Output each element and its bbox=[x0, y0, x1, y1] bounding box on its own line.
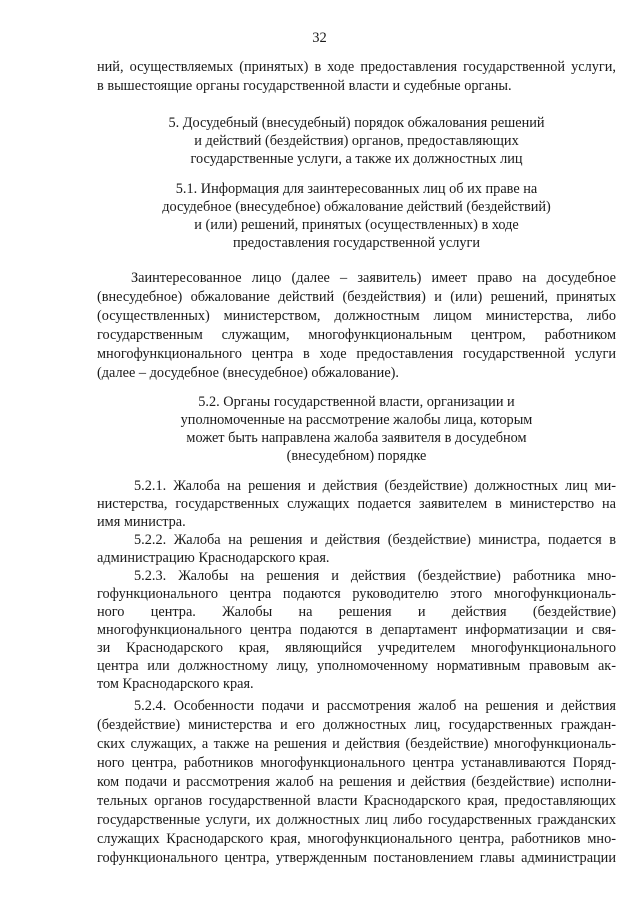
para-5-1-line-3: (осуществленных) министерством, должностным лицом министерства, либо bbox=[97, 308, 616, 324]
para-5-1-line-1: Заинтересованное лицо (далее – заявитель) имеет право на досудебное bbox=[131, 270, 616, 286]
section-5-heading-line-3: государственные услуги, а также их должностных лиц bbox=[190, 151, 523, 167]
section-5-2-heading-line-4: (внесудебном) порядке bbox=[286, 448, 427, 464]
para-5-2-1-line-1: 5.2.1. Жалоба на решения и действия (бездействие) должностных лиц ми- bbox=[134, 478, 616, 494]
para-5-2-2-line-2: администрацию Краснодарского края. bbox=[97, 550, 330, 566]
section-5-1-heading-line-3: и (или) решений, принятых (осуществленных) в ходе bbox=[194, 217, 519, 233]
para-5-2-3-line-4: многофункционального центра подаются в департамент информатизации и свя- bbox=[97, 622, 616, 638]
section-5-2-heading-line-3: может быть направлена жалоба заявителя в досудебном bbox=[186, 430, 527, 446]
para-5-1-line-5: многофункционального центра в ходе предоставления государственной услуги bbox=[97, 346, 616, 362]
para-5-2-3-line-1: 5.2.3. Жалобы на решения и действия (бездействие) работника мно- bbox=[134, 568, 616, 584]
section-5-heading-line-2: и действий (бездействия) органов, предоставляющих bbox=[194, 133, 519, 149]
para-5-2-4-line-3: ских служащих, а также на решения и действия (бездействие) многофункциональ- bbox=[97, 736, 616, 752]
para-5-2-1-line-3: имя министра. bbox=[97, 514, 186, 530]
section-5-1-heading-line-1: 5.1. Информация для заинтересованных лиц об их праве на bbox=[175, 181, 538, 197]
para-5-2-3-line-7: том Краснодарского края. bbox=[97, 676, 254, 692]
para-5-2-4-line-7: государственные услуги, их должностных лиц либо государственных гражданских bbox=[97, 812, 616, 828]
para-5-2-4-line-5: ком подачи и рассмотрения жалоб на решения и действия (бездействие) исполни- bbox=[97, 774, 616, 790]
intro-line-2: в вышестоящие органы государственной власти и судебные органы. bbox=[97, 78, 512, 94]
section-5-2-heading-line-2: уполномоченные на рассмотрение жалобы лица, которым bbox=[180, 412, 533, 428]
para-5-2-3-line-2: гофункционального центра подаются руководителю этого многофункциональ- bbox=[97, 586, 616, 602]
para-5-2-3-line-3: ного центра. Жалобы на решения и действия (бездействие) bbox=[97, 604, 616, 620]
para-5-1-line-2: (внесудебное) обжалование действий (бездействия) и (или) решений, принятых bbox=[97, 289, 616, 305]
para-5-2-2-line-1: 5.2.2. Жалоба на решения и действия (бездействие) министра, подается в bbox=[134, 532, 616, 548]
para-5-1-line-4: государственным служащим, многофункциональным центром, работником bbox=[97, 327, 616, 343]
para-5-2-3-line-6: центра или должностному лицу, уполномоченному нормативным правовым ак- bbox=[97, 658, 616, 674]
section-5-1-heading-line-4: предоставления государственной услуги bbox=[232, 235, 481, 251]
para-5-2-4-line-6: тельных органов государственной власти Краснодарского края, предоставляющих bbox=[97, 793, 616, 809]
section-5-1-heading-line-2: досудебное (внесудебное) обжалование действий (бездействий) bbox=[162, 199, 551, 215]
section-5-heading-line-1: 5. Досудебный (внесудебный) порядок обжалования решений bbox=[168, 115, 545, 131]
intro-line-1: ний, осуществляемых (принятых) в ходе предоставления государственной услуги, bbox=[97, 59, 616, 75]
para-5-2-4-line-4: ного центра, работников многофункционального центра устанавливаются Поряд- bbox=[97, 755, 616, 771]
para-5-2-4-line-9: гофункционального центра, утвержденным постановлением главы администрации bbox=[97, 850, 616, 866]
section-5-2-heading-line-1: 5.2. Органы государственной власти, организации и bbox=[198, 394, 515, 410]
para-5-2-1-line-2: нистерства, государственных служащих подается заявителем в министерство на bbox=[97, 496, 616, 512]
para-5-2-4-line-2: (бездействие) министерства и его должностных лиц, государственных граждан- bbox=[97, 717, 616, 733]
para-5-2-4-line-1: 5.2.4. Особенности подачи и рассмотрения жалоб на решения и действия bbox=[134, 698, 616, 714]
para-5-1-line-6: (далее – досудебное (внесудебное) обжалование). bbox=[97, 365, 400, 381]
para-5-2-4-line-8: служащих Краснодарского края, многофункционального центра, работников мно- bbox=[97, 831, 616, 847]
page-number: 32 bbox=[312, 30, 327, 46]
para-5-2-3-line-5: зи Краснодарского края, являющийся учредителем многофункционального bbox=[97, 640, 616, 656]
